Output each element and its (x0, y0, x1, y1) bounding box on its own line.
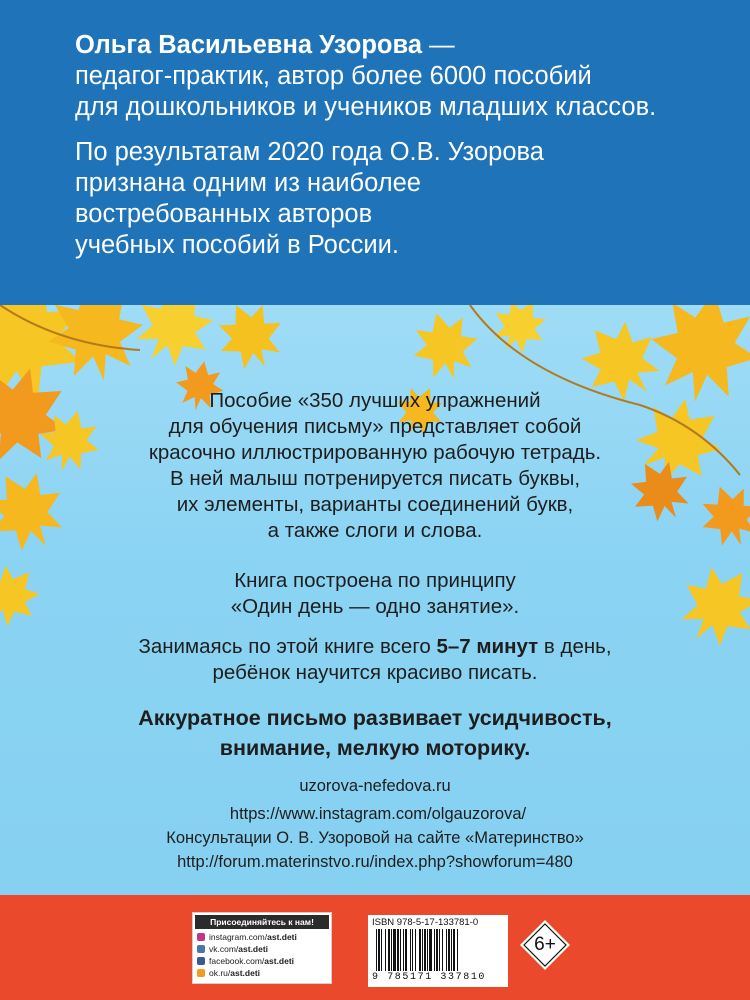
social-prefix: vk.com/ (209, 944, 239, 954)
description-line: красочно иллюстрированную рабочую тетрадь. (148, 441, 602, 464)
barcode-bar (453, 929, 455, 971)
odnoklassniki-icon (197, 969, 205, 977)
social-item[interactable] (193, 931, 331, 943)
facebook-icon (197, 957, 205, 965)
barcode-bar (415, 929, 416, 971)
barcode-bar (400, 929, 401, 971)
social-header: Присоединяйтесь к нам! (195, 915, 329, 929)
age-rating: 6+ (534, 934, 556, 955)
duration-line-2: ребёнок научится красиво писать. (212, 661, 538, 684)
bio-line: для дошкольников и учеников младших классов. (75, 93, 657, 121)
principle-line: Книга построена по принципу (234, 569, 516, 592)
benefits-line: внимание, мелкую моторику. (219, 736, 531, 760)
isbn: ISBN 978-5-17-133781-0 (372, 917, 479, 928)
barcode-bar (429, 929, 432, 971)
social-handle: ast.deti (264, 956, 295, 966)
social-prefix: instagram.com/ (209, 932, 268, 942)
barcode-bar (388, 929, 390, 971)
instagram-link[interactable]: https://www.instagram.com/olgauzorova/ (229, 805, 527, 823)
barcode-bar (397, 929, 399, 971)
barcode-bar (405, 929, 407, 971)
award-line: По результатам 2020 года О.В. Узорова (75, 138, 544, 166)
barcode-bar (451, 929, 452, 971)
author-award (75, 137, 750, 261)
barcode-bar (385, 929, 386, 971)
barcode-bar (412, 929, 413, 971)
barcode-bar (457, 929, 458, 971)
instagram-icon (197, 933, 205, 941)
site-link[interactable]: uzorova-nefedova.ru (299, 777, 451, 795)
bio-line: педагог-практик, автор более 6000 пособий (75, 62, 592, 90)
description-line: для обучения письму» представляет собой (168, 415, 582, 438)
barcode-bar (422, 929, 423, 971)
barcode-bar (403, 929, 404, 971)
award-line: востребованных авторов (75, 200, 373, 228)
barcode-bar (410, 929, 411, 971)
consult-text: Консультации О. В. Узоровой на сайте «Материнство» (166, 829, 584, 847)
barcode-bar (436, 929, 438, 971)
award-line: учебных пособий в России. (75, 231, 399, 259)
social-prefix: ok.ru/ (209, 968, 231, 978)
benefits-paragraph (0, 703, 750, 763)
barcode-bar (439, 929, 440, 971)
duration-text: Занимаясь по этой книге всего (138, 635, 437, 658)
barcode-bar (381, 929, 382, 971)
description-line: Пособие «350 лучших упражнений (209, 389, 541, 412)
barcode-bar (427, 929, 428, 971)
barcode-bar (448, 929, 450, 971)
barcode-box (368, 915, 508, 987)
description-paragraph (0, 388, 750, 544)
social-box (192, 912, 332, 984)
social-handle: ast.deti (230, 968, 261, 978)
author-bio (75, 30, 750, 123)
social-item[interactable] (193, 943, 331, 955)
links-block (0, 774, 750, 874)
social-item[interactable] (193, 955, 331, 967)
award-line: признана одним из наиболее (75, 169, 421, 197)
barcode-bar (376, 929, 377, 971)
author-info-band (0, 0, 750, 305)
author-dash: — (422, 31, 455, 59)
duration-highlight: 5–7 минут (436, 635, 539, 658)
barcode-bar (442, 929, 443, 971)
barcode-number: 9 785171 337810 (372, 972, 487, 983)
social-item[interactable] (193, 967, 331, 979)
vk-icon (197, 945, 205, 953)
barcode-bar (446, 929, 447, 971)
author-name: Ольга Васильевна Узорова (75, 31, 423, 59)
barcode-bar (424, 929, 426, 971)
social-handle: ast.deti (238, 944, 269, 954)
social-prefix: facebook.com/ (209, 956, 265, 966)
social-handle: ast.deti (267, 932, 297, 942)
barcode (372, 929, 504, 971)
duration-text-end: в день, (538, 635, 612, 658)
barcode-bar (393, 929, 396, 971)
barcode-bar (434, 929, 435, 971)
duration-paragraph (0, 634, 750, 686)
forum-link[interactable]: http://forum.materinstvo.ru/index.php?showforum=480 (177, 853, 573, 871)
description-line: их элементы, варианты соединений букв, (176, 493, 574, 516)
description-line: а также слоги и слова. (267, 519, 483, 542)
description-line: В ней малыш потренируется писать буквы, (169, 467, 581, 490)
principle-line: «Один день — одно занятие». (230, 595, 520, 618)
barcode-bar (391, 929, 392, 971)
principle-paragraph (0, 568, 750, 620)
benefits-line: Аккуратное письмо развивает усидчивость, (138, 706, 612, 730)
duration-line (0, 634, 750, 660)
barcode-bar (419, 929, 421, 971)
barcode-bar (378, 929, 380, 971)
